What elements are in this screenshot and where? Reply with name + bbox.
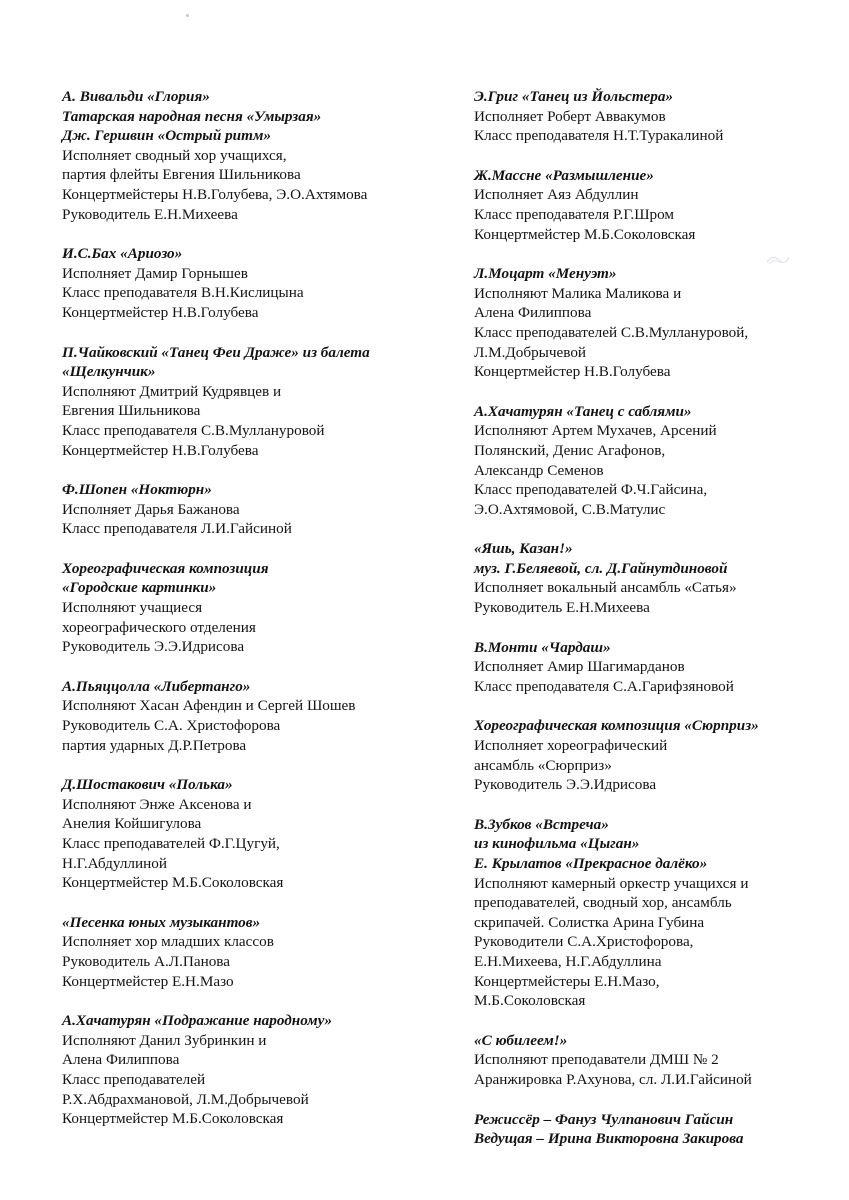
program-item-title: П.Чайковский «Танец Феи Драже» из балета — [62, 343, 370, 361]
program-column-right — [474, 87, 834, 1169]
program-item-detail: Руководитель С.А. Христофорова — [62, 717, 281, 735]
program-item — [474, 539, 834, 617]
program-item-detail: Руководитель Е.Н.Михеева — [474, 599, 650, 617]
program-item-title: муз. Г.Беляевой, сл. Д.Гайнутдиновой — [474, 559, 728, 577]
program-item-title: Ведущая – Ирина Викторовна Закирова — [474, 1130, 744, 1148]
program-item — [62, 480, 454, 539]
program-item-title: Хореографическая композиция «Сюрприз» — [474, 717, 759, 735]
program-item-title: Ж.Массне «Размышление» — [474, 166, 654, 184]
program-item-detail: Анелия Койшигулова — [62, 815, 202, 833]
program-item-title: Д.Шостакович «Полька» — [62, 776, 233, 794]
scan-dot — [186, 14, 189, 17]
program-item-detail: Полянский, Денис Агафонов, — [474, 441, 666, 459]
program-item-detail: Исполняют учащиеся — [62, 599, 203, 617]
program-item — [474, 1031, 834, 1090]
program-item-detail: Класс преподавателя Н.Т.Туракалиной — [474, 127, 724, 145]
program-item-detail: Концертмейстер Н.В.Голубева — [474, 363, 671, 381]
program-item-detail: преподавателей, сводный хор, ансамбль — [474, 894, 732, 912]
program-item-detail: Руководитель Э.Э.Идрисова — [62, 638, 245, 656]
program-item-title: «Песенка юных музыкантов» — [62, 913, 261, 931]
program-item — [62, 559, 454, 657]
program-item-detail: Исполняют Хасан Афендин и Сергей Шошев — [62, 697, 356, 715]
program-item-title: В.Зубков «Встреча» — [474, 815, 609, 833]
program-item-detail: Аранжировка Р.Ахунова, сл. Л.И.Гайсиной — [474, 1070, 752, 1088]
program-item-detail: Исполняют Артем Мухачев, Арсений — [474, 422, 717, 440]
program-item — [474, 1110, 834, 1149]
program-column-left — [62, 87, 454, 1149]
program-item-title: Хореографическая композиция — [62, 559, 269, 577]
program-item-detail: Класс преподавателей Ф.Г.Цугуй, — [62, 835, 280, 852]
program-item-detail: Класс преподавателя Р.Г.Шром — [474, 205, 675, 223]
program-item-detail: Концертмейстер М.Б.Соколовская — [474, 225, 696, 243]
program-item-title: «С юбилеем!» — [474, 1031, 568, 1049]
program-item-title: Режиссёр – Фануз Чулпанович Гайсин — [474, 1110, 734, 1128]
program-item — [474, 264, 834, 382]
program-item-detail: Класс преподавателя С.В.Муллануровой — [62, 421, 325, 439]
program-item-detail: скрипачей. Солистка Арина Губина — [474, 913, 705, 931]
program-item — [474, 402, 834, 520]
program-item-detail: Руководители С.А.Христофорова, — [474, 933, 694, 951]
program-item — [474, 716, 834, 794]
program-item-detail: хореографического отделения — [62, 618, 256, 636]
program-item-title: А.Хачатурян «Танец с саблями» — [474, 402, 692, 420]
program-item-detail: Руководитель Э.Э.Идрисова — [474, 776, 657, 794]
program-item-detail: Исполняют преподаватели ДМШ № 2 — [474, 1051, 719, 1069]
program-item-title: А.Хачатурян «Подражание народному» — [62, 1012, 332, 1030]
program-item-detail: Е.Н.Михеева, Н.Г.Абдуллина — [474, 952, 662, 970]
program-item-detail: Алена Филиппова — [474, 304, 592, 322]
program-item-detail: Концертмейстер Е.Н.Мазо — [62, 972, 234, 990]
program-item-detail: Класс преподавателей Ф.Ч.Гайсина, — [474, 481, 708, 499]
program-item-detail: Евгения Шильникова — [62, 402, 201, 420]
program-item — [62, 244, 454, 322]
program-item-detail: Л.М.Добрычевой — [474, 343, 587, 361]
program-item-detail: Концертмейстеры Е.Н.Мазо, — [474, 972, 660, 990]
program-item-detail: Исполняет Роберт Аввакумов — [474, 107, 666, 125]
program-item-detail: Н.Г.Абдуллиной — [62, 854, 167, 872]
program-item-detail: партия флейты Евгения Шильникова — [62, 166, 301, 184]
program-item-title: И.С.Бах «Ариозо» — [62, 245, 183, 263]
program-item-title: «Городские картинки» — [62, 579, 217, 597]
program-item-title: из кинофильма «Цыган» — [474, 835, 640, 853]
program-item-detail: Исполняют Энже Аксенова и — [62, 795, 252, 813]
program-item-detail: Класс преподавателей — [62, 1070, 206, 1088]
program-item-detail: Исполняет Дарья Бажанова — [62, 500, 240, 518]
program-item — [62, 343, 454, 461]
program-item-title: А. Вивальди «Глория» — [62, 88, 210, 105]
program-item-detail: Исполняет сводный хор учащихся, — [62, 146, 287, 164]
program-item-detail: Класс преподавателя В.Н.Кислицына — [62, 284, 304, 302]
program-item-detail: Исполняет Амир Шагимарданов — [474, 658, 685, 676]
program-item-detail: Исполняет вокальный ансамбль «Сатья» — [474, 579, 737, 597]
program-item-detail: ансамбль «Сюрприз» — [474, 756, 612, 774]
program-item-detail: Исполняет хореографический — [474, 737, 668, 755]
program-item-detail: Исполняют Данил Зубринкин и — [62, 1031, 267, 1049]
program-item — [62, 677, 454, 755]
program-item-detail: Класс преподавателя С.А.Гарифзяновой — [474, 677, 734, 695]
program-item — [62, 87, 454, 224]
program-item-detail: Александр Семенов — [474, 461, 604, 479]
program-item-detail: Исполняют камерный оркестр учащихся и — [474, 874, 749, 892]
program-item-detail: Руководитель А.Л.Панова — [62, 952, 231, 970]
program-item-detail: Концертмейстер М.Б.Соколовская — [62, 874, 284, 892]
program-item-detail: Алена Филиппова — [62, 1051, 180, 1069]
program-item-detail: Концертмейстер Н.В.Голубева — [62, 441, 259, 459]
program-item-detail: партия ударных Д.Р.Петрова — [62, 736, 247, 754]
program-item — [62, 775, 454, 893]
program-item-detail: Исполняет Дамир Горнышев — [62, 264, 248, 282]
program-item-detail: Концертмейстеры Н.В.Голубева, Э.О.Ахтямова — [62, 185, 368, 203]
program-item-title: Татарская народная песня «Умырзая» — [62, 107, 322, 125]
program-item-detail: Концертмейстер Н.В.Голубева — [62, 303, 259, 321]
program-item-title: Е. Крылатов «Прекрасное далёко» — [474, 855, 708, 872]
program-item — [474, 638, 834, 697]
program-item-title: «Яшь, Казан!» — [474, 540, 573, 558]
program-item-detail: Исполняют Малика Маликова и — [474, 284, 682, 302]
program-item — [474, 166, 834, 244]
program-item-title: Э.Григ «Танец из Йольстера» — [474, 88, 674, 105]
program-item — [474, 87, 834, 146]
program-item — [62, 1011, 454, 1129]
program-item-detail: Исполняют Дмитрий Кудрявцев и — [62, 382, 282, 400]
program-item-title: Дж. Гершвин «Острый ритм» — [62, 127, 271, 145]
program-item-detail: М.Б.Соколовская — [474, 992, 586, 1010]
program-item-detail: Исполняет Аяз Абдуллин — [474, 186, 639, 204]
program-item-title: «Щелкунчик» — [62, 363, 156, 381]
program-item-detail: Р.Х.Абдрахмановой, Л.М.Добрычевой — [62, 1090, 309, 1108]
program-item — [474, 815, 834, 1011]
program-item-title: Ф.Шопен «Ноктюрн» — [62, 481, 212, 499]
program-item-detail: Класс преподавателей С.В.Муллануровой, — [474, 323, 749, 341]
program-item-title: В.Монти «Чардаш» — [474, 638, 611, 656]
program-item-detail: Класс преподавателя Л.И.Гайсиной — [62, 520, 292, 538]
program-item-detail: Руководитель Е.Н.Михеева — [62, 205, 238, 223]
program-item — [62, 913, 454, 991]
program-item-title: А.Пьяццолла «Либертанго» — [62, 677, 251, 695]
program-item-detail: Э.О.Ахтямовой, С.В.Матулис — [474, 500, 666, 518]
program-item-detail: Исполняет хор младших классов — [62, 933, 274, 951]
program-item-title: Л.Моцарт «Менуэт» — [474, 265, 617, 283]
program-item-detail: Концертмейстер М.Б.Соколовская — [62, 1110, 284, 1128]
